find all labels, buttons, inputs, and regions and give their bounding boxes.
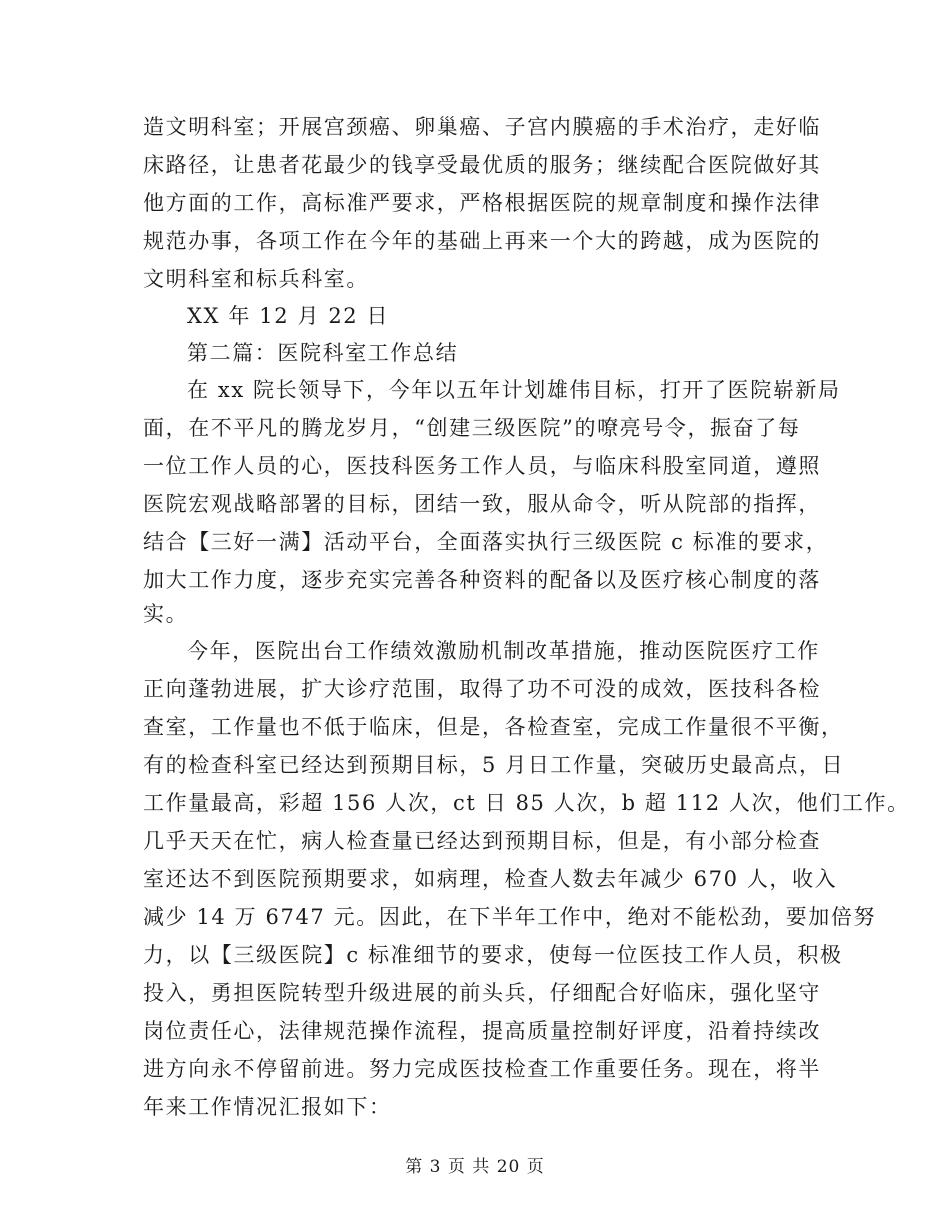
paragraph-line: 一位工作人员的心，医技科医务工作人员，与临床科股室同道，遵照 bbox=[143, 454, 821, 478]
paragraph-line: 规范办事，各项工作在今年的基础上再来一个大的跨越，成为医院的 bbox=[143, 229, 821, 253]
paragraph-line: 力，以【三级医院】c 标准细节的要求，使每一位医技工作人员，积极 bbox=[143, 943, 843, 967]
paragraph-line: 文明科室和标兵科室。 bbox=[143, 267, 369, 291]
paragraph-line: 年来工作情况汇报如下： bbox=[143, 1095, 392, 1119]
paragraph-line: 结合【三好一满】活动平台，全面落实执行三级医院 c 标准的要求， bbox=[143, 530, 829, 554]
paragraph-line: 投入，勇担医院转型升级进展的前头兵，仔细配合好临床，强化坚守 bbox=[143, 981, 821, 1005]
section-title: 第二篇：医院科室工作总结 bbox=[187, 341, 459, 365]
paragraph-line: 实。 bbox=[143, 602, 189, 626]
paragraph-line: 面，在不平凡的腾龙岁月，“创建三级医院”的嘹亮号令，振奋了每 bbox=[143, 416, 801, 440]
paragraph-line: 几乎天天在忙，病人检查量已经达到预期目标，但是，有小部分检查 bbox=[143, 829, 821, 853]
paragraph-line: 他方面的工作，高标准严要求，严格根据医院的规章制度和操作法律 bbox=[143, 191, 821, 215]
paragraph-line: 正向蓬勃进展，扩大诊疗范围，取得了功不可没的成效，医技科各检 bbox=[143, 677, 821, 701]
document-date: XX 年 12 月 22 日 bbox=[187, 304, 390, 328]
page-number-footer: 第 3 页 共 20 页 bbox=[405, 1157, 545, 1177]
paragraph-line: 在 xx 院长领导下，今年以五年计划雄伟目标，打开了医院崭新局 bbox=[187, 378, 841, 402]
paragraph-line: 工作量最高，彩超 156 人次，ct 日 85 人次，b 超 112 人次，他们工作。 bbox=[143, 791, 910, 815]
paragraph-line: 室还达不到医院预期要求，如病理，检查人数去年减少 670 人，收入 bbox=[143, 867, 838, 891]
paragraph-line: 岗位责任心，法律规范操作流程，提高质量控制好评度，沿着持续改 bbox=[143, 1019, 821, 1043]
paragraph-line: 医院宏观战略部署的目标，团结一致，服从命令，听从院部的指挥， bbox=[143, 492, 821, 516]
paragraph-line: 加大工作力度，逐步充实完善各种资料的配备以及医疗核心制度的落 bbox=[143, 568, 821, 592]
paragraph-line: 减少 14 万 6747 元。因此，在下半年工作中，绝对不能松劲，要加倍努 bbox=[143, 905, 877, 929]
paragraph-line: 查室，工作量也不低于临床，但是，各检查室，完成工作量很不平衡， bbox=[143, 715, 844, 739]
paragraph-line: 今年，医院出台工作绩效激励机制改革措施，推动医院医疗工作 bbox=[187, 639, 820, 663]
paragraph-line: 进方向永不停留前进。努力完成医技检查工作重要任务。现在，将半 bbox=[143, 1057, 821, 1081]
paragraph-line: 床路径，让患者花最少的钱享受最优质的服务；继续配合医院做好其 bbox=[143, 153, 821, 177]
paragraph-line: 造文明科室；开展宫颈癌、卵巢癌、子宫内膜癌的手术治疗，走好临 bbox=[143, 115, 821, 139]
paragraph-line: 有的检查科室已经达到预期目标，5 月日工作量，突破历史最高点，日 bbox=[143, 753, 845, 777]
